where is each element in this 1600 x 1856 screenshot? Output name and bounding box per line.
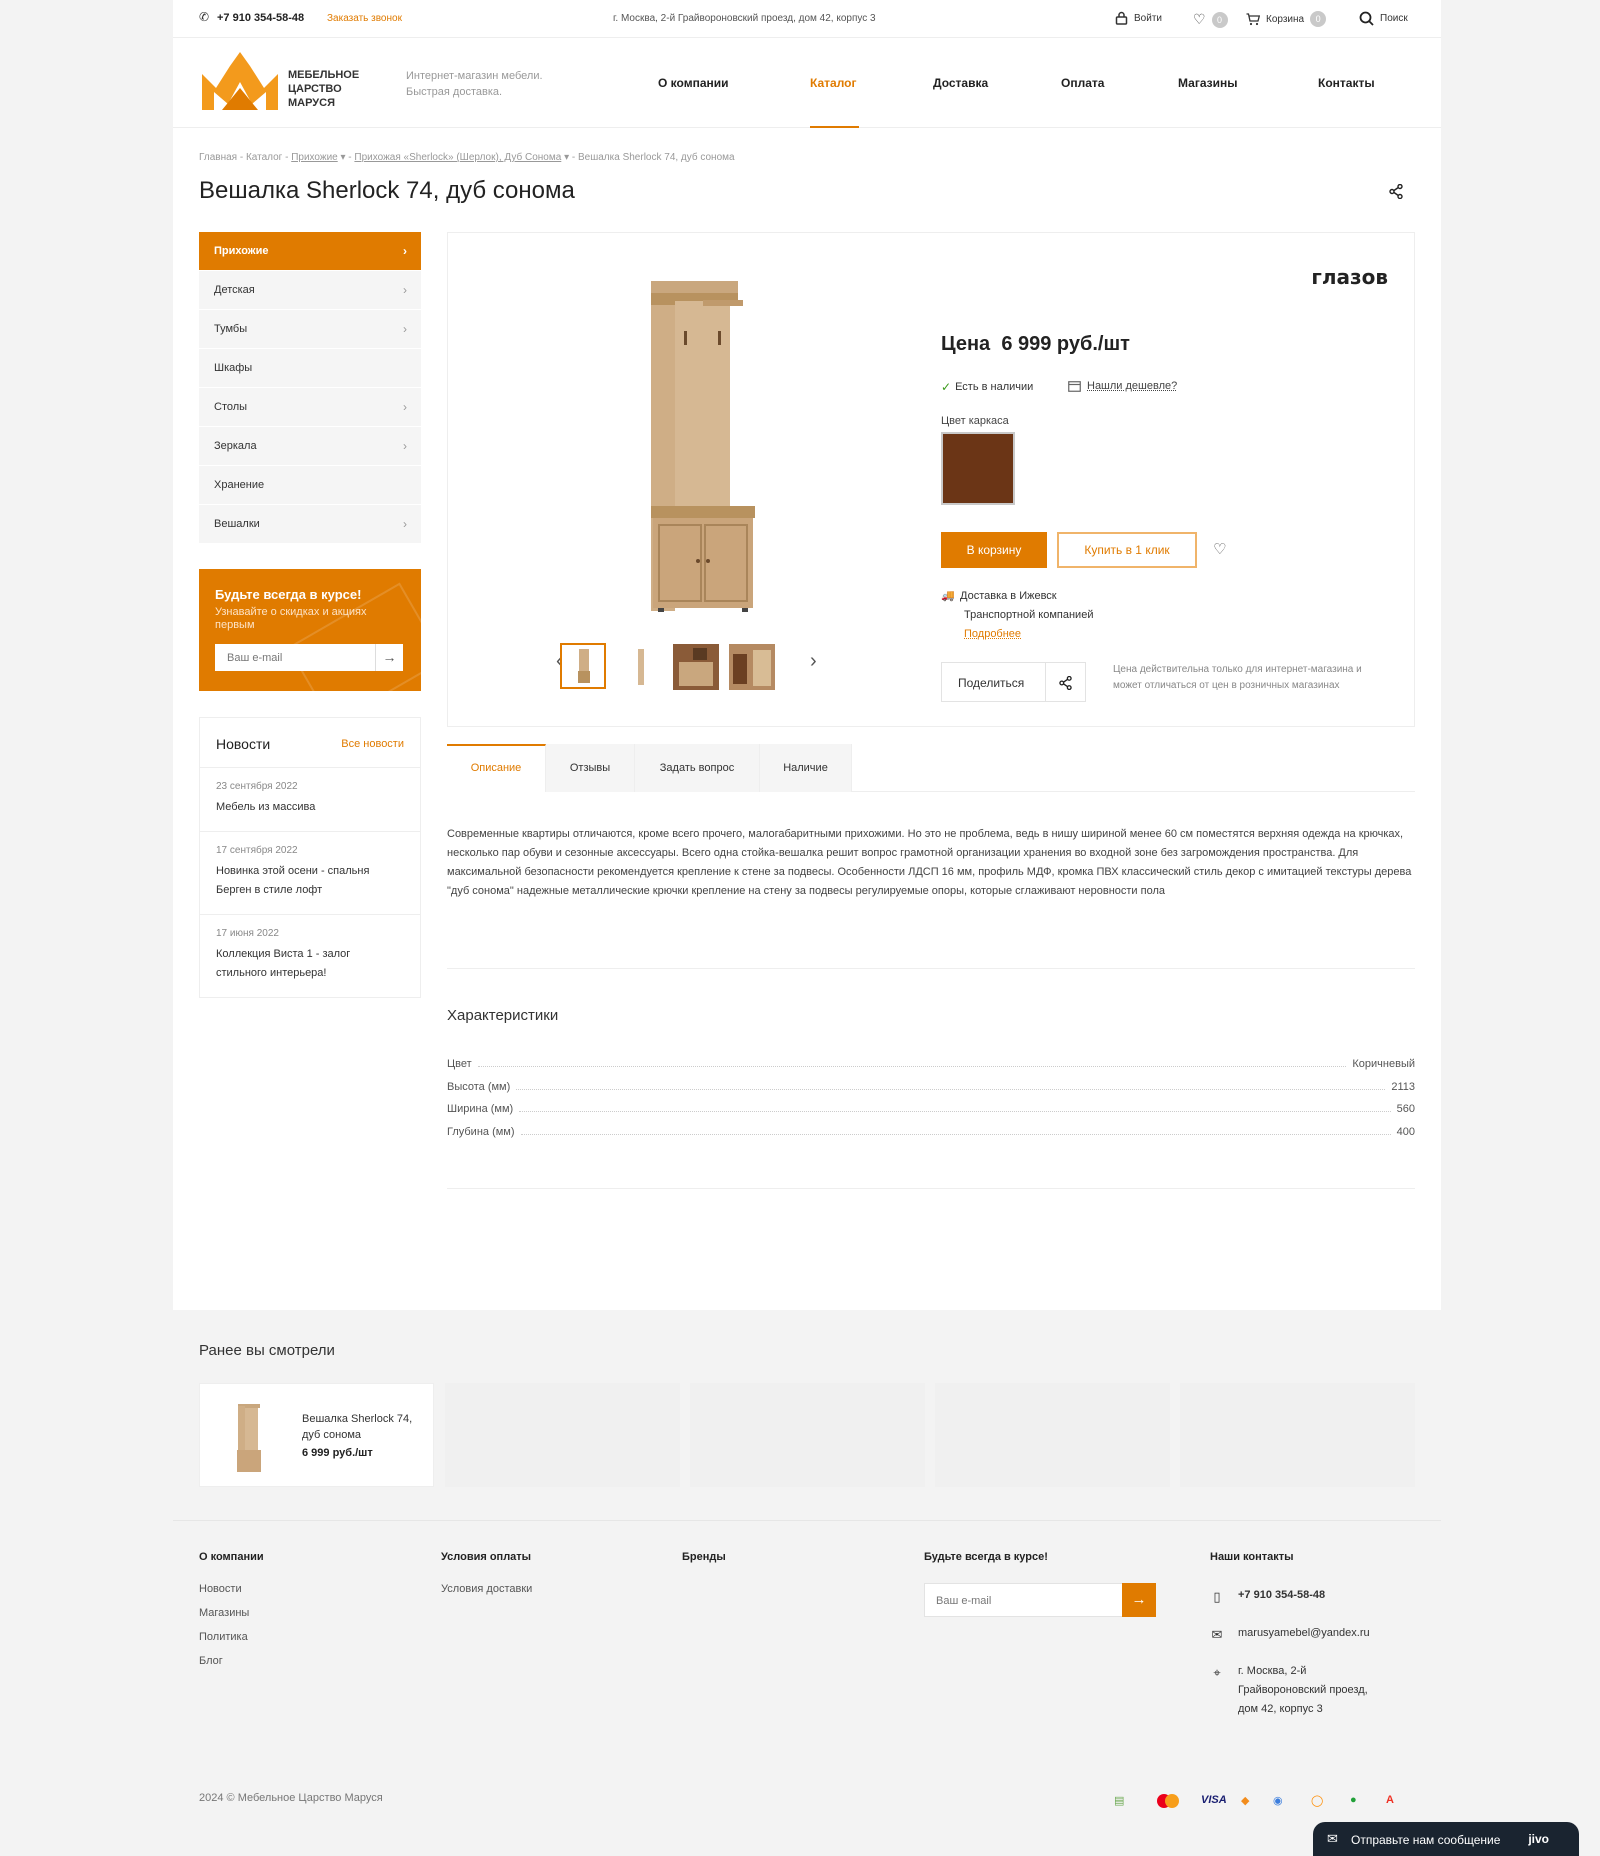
footer-link-news[interactable]: Новости [199,1583,242,1595]
characteristics-title: Характеристики [447,1007,559,1024]
chevron-right-icon: › [403,244,407,258]
footer-link-delivery[interactable]: Условия доставки [441,1583,533,1595]
visa-icon: VISA [1201,1794,1227,1806]
footer-email-input[interactable] [924,1583,1124,1617]
char-value: 560 [1396,1103,1415,1115]
sidebar-item-kids[interactable] [199,271,421,310]
callback-link[interactable]: Заказать звонок [327,13,402,24]
chat-widget[interactable] [1313,1822,1579,1856]
cash-icon: ▤ [1114,1795,1125,1807]
cart-icon [1246,13,1260,26]
footer-subscribe-title: Будьте всегда в курсе! [924,1551,1048,1563]
add-to-favorites-icon[interactable]: ♡ [1213,541,1227,558]
webmoney-icon: ◉ [1273,1795,1283,1807]
divider [447,968,1415,969]
news-headline[interactable]: Коллекция Виста 1 - залог стильного интерьера! [216,948,351,979]
characteristic-row [447,1124,1415,1138]
breadcrumb-current: Вешалка Sherlock 74, дуб сонома [577,152,735,163]
sidebar-item-wardrobes[interactable] [199,349,421,388]
top-bar [173,0,1441,38]
chat-label: Отправьте нам сообщение [1351,1833,1501,1847]
dotted-leader [519,1111,1390,1112]
subscribe-email-input[interactable] [215,644,403,671]
dotted-leader [521,1134,1391,1135]
lock-icon [1115,11,1128,25]
thumbnail[interactable] [560,643,606,689]
sidebar-item-label: Хранение [214,479,265,491]
dotted-leader [478,1066,1347,1067]
delivery-info [941,587,1093,644]
share-button[interactable] [941,662,1086,702]
tab-availability[interactable]: Наличие [760,744,852,792]
footer-email-value: marusyamebel@yandex.ru [1238,1627,1370,1639]
all-news-link[interactable]: Все новости [341,738,404,750]
breadcrumb-hallways[interactable]: Прихожие [291,152,338,163]
sidebar-item-label: Прихожие [214,245,269,257]
subscribe-text: Узнавайте о скидках и акциях первым [215,606,367,631]
search-icon [1359,11,1374,26]
buy-one-click-button[interactable]: Купить в 1 клик [1057,532,1197,568]
product-main-image[interactable] [508,271,778,616]
subscribe-placeholder: Ваш e-mail [227,652,283,664]
dotted-leader [516,1089,1385,1090]
viewed-placeholder-card [690,1383,925,1487]
address-line: Грайвороновский проезд, [1238,1684,1368,1696]
footer-payment-title[interactable]: Условия оплаты [441,1551,532,1563]
location-icon: ⌖ [1213,1665,1221,1680]
footer-about-title[interactable]: О компании [199,1551,264,1563]
footer-address-text [1238,1662,1368,1719]
nav-contacts[interactable]: Контакты [1318,76,1375,90]
page-container [173,0,1441,1310]
favorites-link[interactable] [1193,11,1228,28]
tab-ask-question[interactable]: Задать вопрос [635,744,760,792]
thumbnail-image [673,644,719,690]
header-slogan [406,68,543,100]
char-name: Цвет [447,1058,472,1070]
delivery-method: Транспортной компанией [964,609,1094,621]
truck-icon: 🚚 [941,590,955,602]
favorites-badge: 0 [1212,12,1228,28]
characteristic-row [447,1056,1415,1070]
sidebar-item-label: Вешалки [214,518,260,530]
tab-reviews[interactable]: Отзывы [546,744,635,792]
footer-contacts-title: Наши контакты [1210,1551,1294,1563]
sidebar-item-mirrors[interactable] [199,427,421,466]
news-headline[interactable]: Новинка этой осени - спальня Берген в стиле лофт [216,865,370,896]
color-swatch[interactable] [941,432,1015,505]
logo-line: МАРУСЯ [288,97,335,109]
char-name: Высота (мм) [447,1081,511,1093]
news-title: Новости [216,736,271,752]
share-icon[interactable] [1389,184,1403,199]
search-label: Поиск [1380,13,1408,24]
footer-link-blog[interactable]: Блог [199,1655,223,1667]
thumbnail-image [562,645,604,687]
sberbank-icon: ● [1350,1794,1357,1806]
logo-icon[interactable] [200,48,280,116]
thumbnail[interactable] [728,643,774,689]
breadcrumb-home[interactable]: Главная [199,152,238,163]
footer-phone[interactable] [1210,1589,1325,1605]
cart-link[interactable] [1246,11,1326,27]
footer-email-placeholder: Ваш e-mail [936,1595,992,1607]
viewed-placeholder-card [935,1383,1170,1487]
main-header [173,38,1441,128]
news-date: 17 сентября 2022 [216,845,298,856]
copyright: 2024 © Мебельное Царство Маруся [199,1792,383,1804]
viewed-product-card[interactable] [199,1383,434,1487]
sidebar-item-label: Тумбы [214,323,248,335]
news-headline[interactable]: Мебель из массива [216,801,316,813]
sidebar-item-tables[interactable] [199,388,421,427]
subscribe-title: Будьте всегда в курсе! [215,587,362,602]
tab-description[interactable]: Описание [447,744,546,792]
address-line: дом 42, корпус 3 [1238,1703,1323,1715]
breadcrumb: Главная - Каталог - Прихожие ▾ - Прихожая «Sherlock» (Шерлок), Дуб Сонома ▾ - Вешалка Sherlock 74, дуб сонома [199,152,735,163]
arrow-right-icon[interactable]: → [375,644,403,671]
breadcrumb-catalog[interactable]: Каталог [245,152,283,163]
nav-stores[interactable]: Магазины [1178,76,1238,90]
header-address: г. Москва, 2-й Грайвороновский проезд, дом 42, корпус 3 [613,13,876,24]
delivery-more-link[interactable]: Подробнее [964,628,1022,640]
chevron-right-icon: › [403,439,407,453]
char-value: 400 [1396,1126,1415,1138]
viewed-title: Ранее вы смотрели [199,1342,335,1359]
sidebar-item-label: Столы [214,401,248,413]
product-tabs [447,744,1415,792]
mail-icon: ✉ [1211,1627,1223,1642]
yandex-money-icon: ◆ [1241,1795,1250,1807]
sidebar-item-hangers[interactable] [199,505,421,544]
login-link[interactable] [1115,11,1162,25]
viewed-product-name[interactable]: Вешалка Sherlock 74, дуб сонома [302,1413,413,1441]
viewed-placeholder-card [445,1383,680,1487]
add-to-cart-button[interactable]: В корзину [941,532,1047,568]
chevron-right-icon: › [403,400,407,414]
viewed-product-price: 6 999 руб./шт [302,1447,373,1459]
price-note: Цена действительна только для интернет-магазина и может отличаться от цен в розничных магазинах [1113,664,1362,691]
news-item[interactable] [200,832,420,915]
footer-subscribe-button[interactable] [1122,1583,1156,1617]
mobile-phone-icon: ▯ [1213,1589,1221,1604]
char-name: Глубина (мм) [447,1126,515,1138]
logo-text [288,68,359,110]
thumbnail[interactable] [672,643,718,689]
mastercard-icon [1157,1794,1179,1811]
slogan-line: Быстрая доставка. [406,86,503,98]
divider [447,1188,1415,1189]
char-name: Ширина (мм) [447,1103,514,1115]
footer-link-policy[interactable]: Политика [199,1631,248,1643]
jivo-logo: jivo [1528,1832,1549,1846]
page-title: Вешалка Sherlock 74, дуб сонома [199,177,575,204]
chevron-right-icon: › [403,517,407,531]
arrow-right-icon: → [1131,1591,1147,1608]
characteristic-row [447,1079,1415,1093]
chevron-right-icon: › [403,283,407,297]
gallery-thumbnails [560,643,774,689]
login-label: Войти [1134,12,1162,24]
product-price [941,333,1130,356]
footer-email[interactable] [1210,1627,1370,1643]
found-cheaper-link[interactable] [1068,380,1177,392]
brand-logo[interactable]: глазов [1311,265,1388,289]
viewed-product-image [232,1402,264,1474]
sidebar-item-label: Зеркала [214,440,257,452]
viewed-placeholder-card [1180,1383,1415,1487]
share-label: Поделиться [958,676,1025,690]
checkmark-icon: ✓ [941,380,952,394]
alfabank-icon: A [1386,1794,1394,1806]
footer-address [1210,1665,1368,1719]
news-date: 17 июня 2022 [216,928,279,939]
sidebar-item-label: Детская [214,284,255,296]
found-cheaper-label: Нашли дешевле? [1087,380,1178,392]
sidebar-item-storage[interactable] [199,466,421,505]
char-value: Коричневый [1352,1058,1415,1070]
char-value: 2113 [1391,1081,1415,1093]
news-block [199,717,421,998]
product-description: Современные квартиры отличаются, кроме всего прочего, малогабаритными прихожими. Но это не проблема, ведь в нишу шириной менее 60 см поместятся верхняя одежда на крючках, несколько пар обуви и сезонные аксессуары. Всего одна стойка-вешалка решит вопрос грамотной организации хранения во входной зоне без загромождения пространства. Для максимальной безопасности рекомендуется крепление к стене за подвесы. Особенности ЛДСП 16 мм, профиль МДФ, кромка ПВХ классический стиль декор с имитацией текстуры дерева "дуб сонома" надежные металлические крючки крепление на стену за подвесы регулируемые опоры, которые сглаживают неровности пола [447,828,1412,897]
news-item[interactable] [200,915,420,997]
delivery-more-wrap [941,625,1093,644]
news-header [200,718,420,768]
header-phone[interactable]: +7 910 354-58-48 [217,12,305,24]
thumbnail[interactable] [616,643,662,689]
sidebar-item-hallways[interactable] [199,232,421,271]
phone-icon: ✆ [199,10,210,24]
logo-line: МЕБЕЛЬНОЕ [288,69,360,81]
slogan-line: Интернет-магазин мебели. [406,70,543,82]
thumbnail-image [729,644,775,690]
cart-label: Корзина [1266,13,1305,25]
news-date: 23 сентября 2022 [216,781,298,792]
nav-delivery[interactable]: Доставка [933,76,989,90]
share-icon [1045,663,1085,701]
stock-label: Есть в наличии [955,381,1034,393]
delivery-title: Доставка в Ижевск [960,590,1057,602]
nav-about[interactable]: О компании [658,76,729,90]
stock-status [941,380,1033,394]
chevron-right-icon: › [403,322,407,336]
footer-brands-title[interactable]: Бренды [682,1551,726,1563]
footer-divider [173,1520,1441,1521]
footer-link-stores[interactable]: Магазины [199,1607,250,1619]
search-link[interactable] [1359,11,1408,26]
footer-phone-value: +7 910 354-58-48 [1238,1589,1326,1601]
news-item[interactable] [200,768,420,832]
delivery-title-row [941,587,1093,606]
nav-payment[interactable]: Оплата [1061,76,1105,90]
sidebar-item-label: Шкафы [214,362,253,374]
sidebar-item-cabinets[interactable] [199,310,421,349]
nav-active-indicator [810,126,859,128]
chat-icon: ✉ [1327,1831,1338,1846]
gallery-prev-arrow[interactable]: ‹ [556,650,563,672]
thumbnail-image [617,644,663,690]
heart-icon: ♡ [1193,11,1206,27]
qiwi-icon: ◯ [1311,1795,1324,1807]
sidebar-menu [199,232,421,544]
nav-catalog[interactable]: Каталог [810,76,857,90]
price-value: 6 999 руб./шт [1001,333,1130,355]
gallery-next-arrow[interactable]: › [810,650,817,672]
product-card [447,232,1415,727]
frame-color-label: Цвет каркаса [941,415,1009,427]
subscribe-box [199,569,421,691]
cart-badge: 0 [1310,11,1326,27]
breadcrumb-collection[interactable]: Прихожая «Sherlock» (Шерлок), Дуб Сонома [354,152,562,163]
price-label: Цена [941,333,991,355]
characteristic-row [447,1101,1415,1115]
address-line: г. Москва, 2-й [1238,1665,1307,1677]
calendar-icon [1068,380,1081,392]
logo-line: ЦАРСТВО [288,83,342,95]
